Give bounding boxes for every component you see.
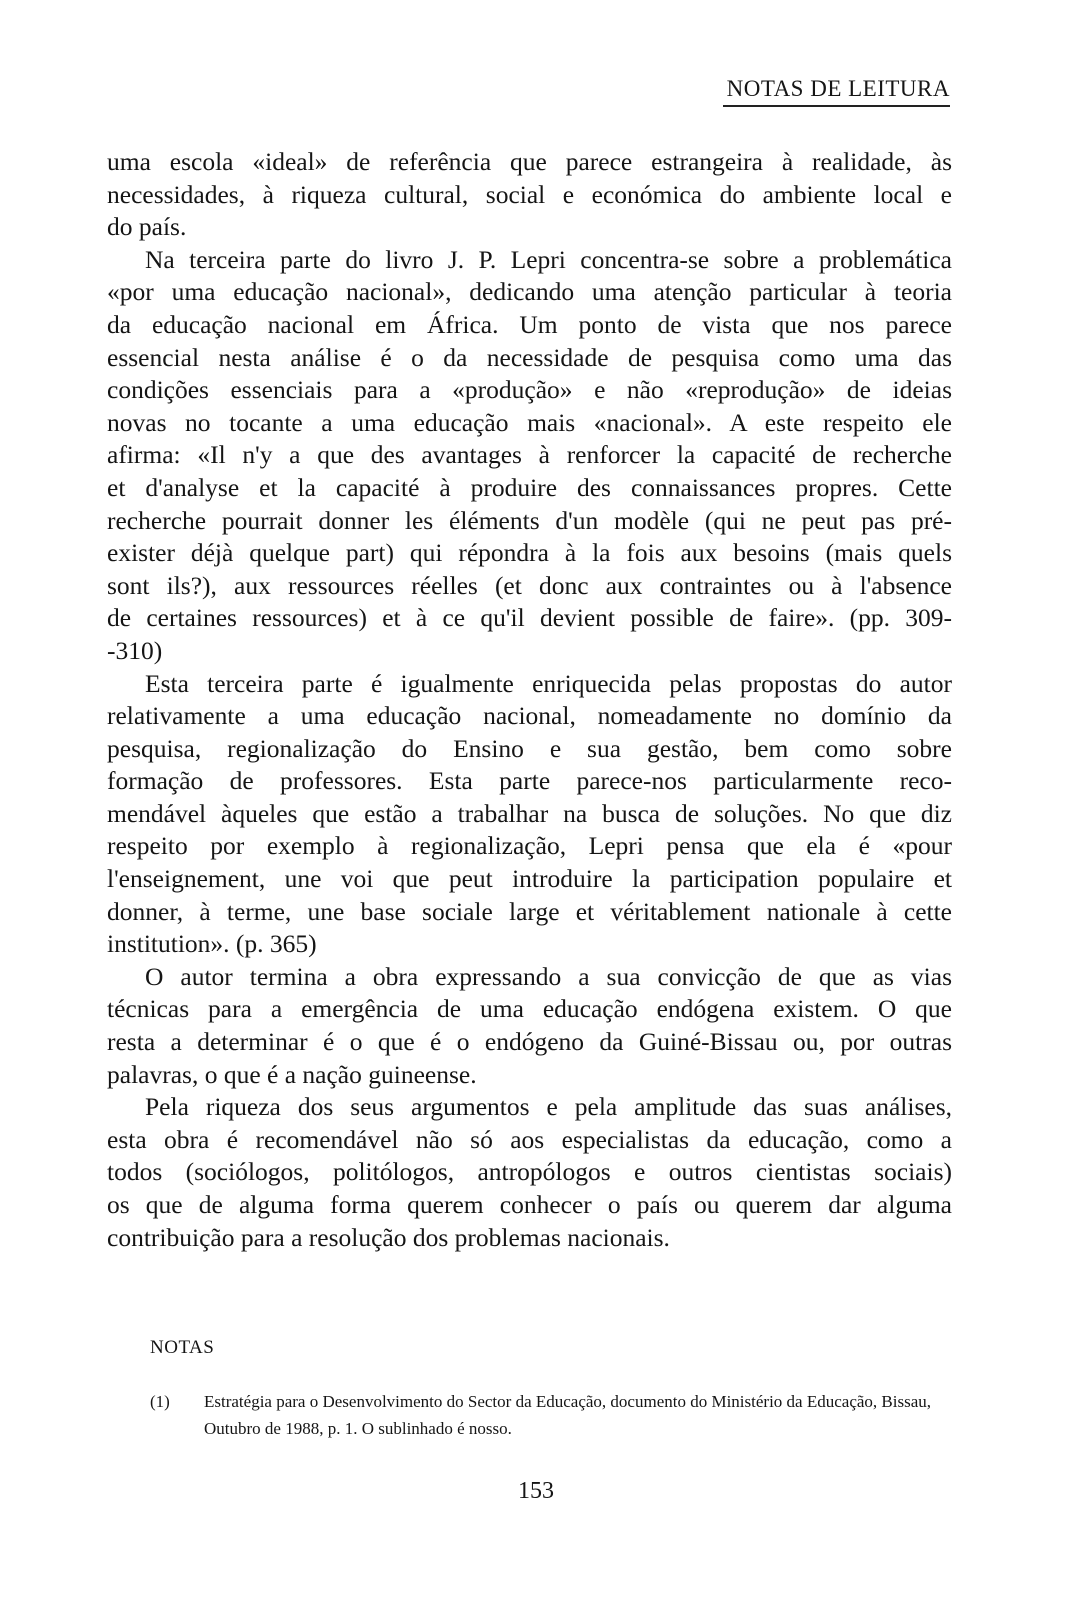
text-line: mendável àqueles que estão a trabalhar na busca de soluções. No que diz [107, 798, 952, 828]
text-line: palavras, o que é a nação guineense. [107, 1059, 477, 1089]
page-number: 153 [518, 1478, 554, 1504]
footnote [150, 1388, 955, 1442]
text-line: esta obra é recomendável não só aos especialistas da educação, como a [107, 1124, 952, 1154]
text-line: os que de alguma forma querem conhecer o país ou querem dar alguma [107, 1190, 952, 1219]
notes-heading: NOTAS [150, 1337, 215, 1358]
footnote-text: Estratégia para o Desenvolvimento do Sector da Educação, documento do Ministério da Educação, Bissau, Outubro de 1988, p. 1. O sublinhado é nosso. [204, 1392, 931, 1438]
text-line: essencial nesta análise é o da necessidade de pesquisa como uma das [107, 342, 952, 372]
text-line: formação de professores. Esta parte parece-nos particularmente reco- [107, 766, 952, 796]
text-line: donner, à terme, une base sociale large et véritablement nationale à cette [107, 896, 952, 926]
text-line: exister déjà quelque part) qui répondra à la fois aux besoins (mais quels [107, 538, 952, 568]
paragraph [107, 961, 952, 1091]
text-line: da educação nacional em África. Um ponto de vista que nos parece [107, 309, 952, 339]
text-line: «por uma educação nacional», dedicando uma atenção particular à teoria [107, 277, 952, 307]
text-line: de certaines ressources) et à ce qu'il devient possible de faire». (pp. 309- [107, 603, 952, 633]
footnote-number: (1) [150, 1392, 170, 1411]
text-line: do país. [107, 212, 187, 242]
text-line: resta a determinar é o que é o endógeno da Guiné-Bissau ou, por outras [107, 1027, 952, 1057]
text-line: recherche pourrait donner les éléments d'un modèle (qui ne peut pas pré- [107, 505, 952, 535]
paragraph [107, 1091, 952, 1254]
text-line: institution». (p. 365) [107, 929, 317, 959]
text-line: necessidades, à riqueza cultural, social e económica do ambiente local e [107, 179, 952, 209]
text-line: técnicas para a emergência de uma educação endógena existem. O que [107, 994, 952, 1024]
paragraph [107, 668, 952, 961]
text-line: relativamente a uma educação nacional, nomeadamente no domínio da [107, 701, 952, 731]
body-text [107, 146, 952, 1254]
text-line: afirma: «Il n'y a que des avantages à renforcer la capacité de recherche [107, 440, 952, 470]
text-line: -310) [107, 635, 163, 665]
text-line: O autor termina a obra expressando a sua convicção de que as vias [145, 961, 952, 991]
text-line: Pela riqueza dos seus argumentos e pela amplitude das suas análises, [145, 1092, 952, 1122]
text-line: sont ils?), aux ressources réelles (et donc aux contraintes ou à l'absence [107, 570, 952, 600]
text-line: contribuição para a resolução dos problemas nacionais. [107, 1222, 670, 1252]
text-line: pesquisa, regionalização do Ensino e sua gestão, bem como sobre [107, 733, 952, 763]
running-header: NOTAS DE LEITURA [723, 76, 950, 107]
text-line: respeito por exemplo à regionalização, Lepri pensa que ela é «pour [107, 831, 952, 861]
text-line: novas no tocante a uma educação mais «nacional». A este respeito ele [107, 407, 952, 437]
text-line: Na terceira parte do livro J. P. Lepri concentra-se sobre a problemática [145, 244, 952, 274]
text-line: todos (sociólogos, politólogos, antropólogos e outros cientistas sociais) [107, 1157, 952, 1187]
text-line: et d'analyse et la capacité à produire des connaissances propres. Cette [107, 472, 952, 502]
text-line: l'enseignement, une voi que peut introduire la participation populaire et [107, 864, 952, 894]
text-line: uma escola «ideal» de referência que parece estrangeira à realidade, às [107, 147, 952, 176]
text-line: condições essenciais para a «produção» e não «reprodução» de ideias [107, 375, 952, 405]
text-line: Esta terceira parte é igualmente enriquecida pelas propostas do autor [145, 668, 952, 698]
paragraph [107, 146, 952, 244]
paragraph [107, 244, 952, 668]
